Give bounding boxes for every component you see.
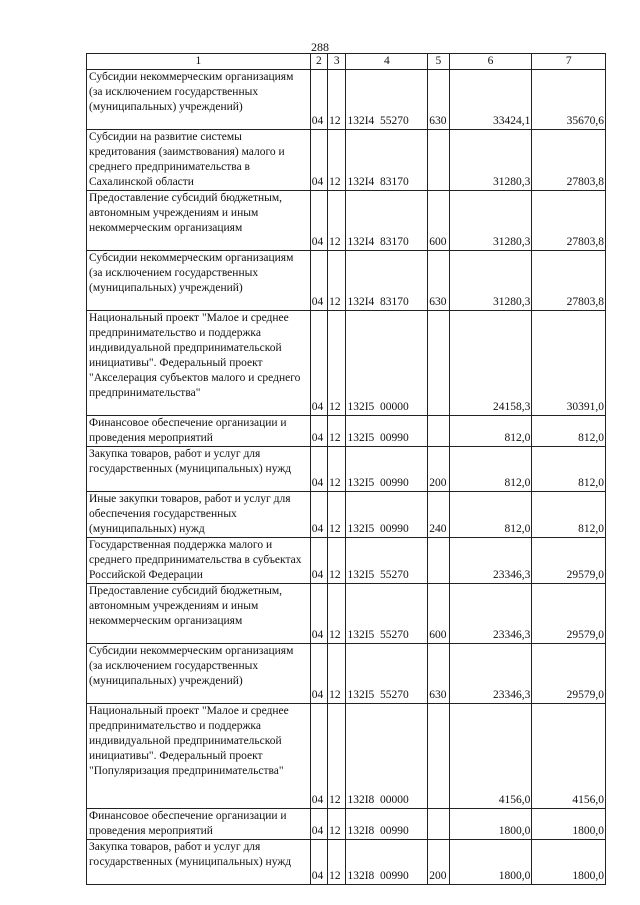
row-subsection-cell: 12 <box>328 492 346 538</box>
row-name-cell: Субсидии на развитие системы кредитования (заимствования) малого и среднего предпринимательства в Сахалинской области <box>87 130 311 191</box>
row-name-cell: Финансовое обеспечение организации и проведения мероприятий <box>87 416 311 447</box>
row-amount-col7-cell: 1800,0 <box>532 809 606 840</box>
row-expense-type-cell: 240 <box>428 492 449 538</box>
header-cell: 3 <box>328 54 346 70</box>
row-amount-col7-cell: 29579,0 <box>532 584 606 644</box>
table-row <box>87 492 606 538</box>
row-subsection-cell: 12 <box>328 191 346 251</box>
row-target-code-cell: 132I8 00990 <box>346 840 428 885</box>
row-expense-type-cell <box>428 538 449 584</box>
row-amount-col6-cell: 23346,3 <box>449 644 532 704</box>
table-row <box>87 704 606 809</box>
row-amount-col6-cell: 24158,3 <box>449 311 532 416</box>
row-amount-col6-cell: 812,0 <box>449 447 532 492</box>
row-amount-col7-cell: 812,0 <box>532 492 606 538</box>
row-amount-col6-cell: 31280,3 <box>449 191 532 251</box>
row-target-code-cell: 132I4 55270 <box>346 70 428 130</box>
row-amount-col6-cell: 23346,3 <box>449 538 532 584</box>
row-amount-col7-cell: 27803,8 <box>532 130 606 191</box>
row-amount-col7-cell: 35670,6 <box>532 70 606 130</box>
table-row <box>87 809 606 840</box>
row-amount-col6-cell: 812,0 <box>449 416 532 447</box>
row-amount-col7-cell: 30391,0 <box>532 311 606 416</box>
table-row <box>87 538 606 584</box>
row-section-cell: 04 <box>310 130 327 191</box>
row-expense-type-cell <box>428 704 449 809</box>
table-row <box>87 251 606 311</box>
row-expense-type-cell: 630 <box>428 251 449 311</box>
row-expense-type-cell <box>428 130 449 191</box>
header-cell: 7 <box>532 54 606 70</box>
row-expense-type-cell <box>428 311 449 416</box>
row-expense-type-cell <box>428 416 449 447</box>
row-subsection-cell: 12 <box>328 644 346 704</box>
row-amount-col7-cell: 29579,0 <box>532 538 606 584</box>
row-section-cell: 04 <box>310 538 327 584</box>
row-expense-type-cell: 200 <box>428 447 449 492</box>
row-subsection-cell: 12 <box>328 251 346 311</box>
header-cell: 4 <box>346 54 428 70</box>
row-amount-col7-cell: 1800,0 <box>532 840 606 885</box>
row-amount-col7-cell: 29579,0 <box>532 644 606 704</box>
row-section-cell: 04 <box>310 251 327 311</box>
row-amount-col7-cell: 812,0 <box>532 416 606 447</box>
row-subsection-cell: 12 <box>328 130 346 191</box>
row-name-cell: Закупка товаров, работ и услуг для государственных (муниципальных) нужд <box>87 840 311 885</box>
row-subsection-cell: 12 <box>328 70 346 130</box>
row-section-cell: 04 <box>310 447 327 492</box>
row-section-cell: 04 <box>310 644 327 704</box>
table-header-row <box>87 54 606 70</box>
row-amount-col6-cell: 23346,3 <box>449 584 532 644</box>
row-amount-col7-cell: 4156,0 <box>532 704 606 809</box>
row-amount-col6-cell: 812,0 <box>449 492 532 538</box>
row-amount-col6-cell: 33424,1 <box>449 70 532 130</box>
table-row <box>87 416 606 447</box>
row-amount-col6-cell: 4156,0 <box>449 704 532 809</box>
row-section-cell: 04 <box>310 311 327 416</box>
row-target-code-cell: 132I4 83170 <box>346 251 428 311</box>
row-subsection-cell: 12 <box>328 840 346 885</box>
row-section-cell: 04 <box>310 70 327 130</box>
row-name-cell: Иные закупки товаров, работ и услуг для обеспечения государственных (муниципальных) нужд <box>87 492 311 538</box>
budget-table <box>86 53 606 885</box>
table-row <box>87 584 606 644</box>
row-target-code-cell: 132I5 00000 <box>346 311 428 416</box>
row-section-cell: 04 <box>310 840 327 885</box>
row-target-code-cell: 132I5 55270 <box>346 644 428 704</box>
row-name-cell: Предоставление субсидий бюджетным, автономным учреждениям и иным некоммерческим организациям <box>87 584 311 644</box>
row-name-cell: Субсидии некоммерческим организациям (за исключением государственных (муниципальных) учреждений) <box>87 251 311 311</box>
row-subsection-cell: 12 <box>328 704 346 809</box>
row-section-cell: 04 <box>310 492 327 538</box>
row-amount-col6-cell: 1800,0 <box>449 840 532 885</box>
row-name-cell: Субсидии некоммерческим организациям (за исключением государственных (муниципальных) учреждений) <box>87 70 311 130</box>
row-expense-type-cell: 630 <box>428 70 449 130</box>
row-section-cell: 04 <box>310 704 327 809</box>
page-number: 288 <box>311 40 329 54</box>
row-subsection-cell: 12 <box>328 538 346 584</box>
row-target-code-cell: 132I4 83170 <box>346 130 428 191</box>
row-name-cell: Финансовое обеспечение организации и проведения мероприятий <box>87 809 311 840</box>
row-section-cell: 04 <box>310 416 327 447</box>
row-expense-type-cell: 600 <box>428 191 449 251</box>
row-amount-col7-cell: 27803,8 <box>532 251 606 311</box>
row-amount-col7-cell: 27803,8 <box>532 191 606 251</box>
row-amount-col7-cell: 812,0 <box>532 447 606 492</box>
row-expense-type-cell: 600 <box>428 584 449 644</box>
table-row <box>87 447 606 492</box>
table-row <box>87 70 606 130</box>
row-subsection-cell: 12 <box>328 584 346 644</box>
row-name-cell: Предоставление субсидий бюджетным, автономным учреждениям и иным некоммерческим организациям <box>87 191 311 251</box>
row-expense-type-cell: 200 <box>428 840 449 885</box>
row-target-code-cell: 132I5 55270 <box>346 538 428 584</box>
row-target-code-cell: 132I8 00000 <box>346 704 428 809</box>
row-section-cell: 04 <box>310 191 327 251</box>
header-cell: 1 <box>87 54 311 70</box>
table-row <box>87 840 606 885</box>
row-target-code-cell: 132I8 00990 <box>346 809 428 840</box>
table-row <box>87 130 606 191</box>
row-name-cell: Национальный проект "Малое и среднее предпринимательство и поддержка индивидуальной предпринимательской инициативы". Федеральный проект "Популяризация предпринимательства" <box>87 704 311 809</box>
table-row <box>87 311 606 416</box>
row-expense-type-cell <box>428 809 449 840</box>
row-section-cell: 04 <box>310 584 327 644</box>
header-cell: 5 <box>428 54 449 70</box>
row-name-cell: Субсидии некоммерческим организациям (за исключением государственных (муниципальных) учреждений) <box>87 644 311 704</box>
row-target-code-cell: 132I4 83170 <box>346 191 428 251</box>
row-subsection-cell: 12 <box>328 447 346 492</box>
table-row <box>87 191 606 251</box>
row-section-cell: 04 <box>310 809 327 840</box>
row-name-cell: Национальный проект "Малое и среднее предпринимательство и поддержка индивидуальной предпринимательской инициативы". Федеральный проект "Акселерация субъектов малого и среднего предпринимательства" <box>87 311 311 416</box>
table-row <box>87 644 606 704</box>
row-target-code-cell: 132I5 55270 <box>346 584 428 644</box>
row-name-cell: Государственная поддержка малого и среднего предпринимательства в субъектах Российской Федерации <box>87 538 311 584</box>
row-subsection-cell: 12 <box>328 416 346 447</box>
row-expense-type-cell: 630 <box>428 644 449 704</box>
row-target-code-cell: 132I5 00990 <box>346 492 428 538</box>
row-name-cell: Закупка товаров, работ и услуг для государственных (муниципальных) нужд <box>87 447 311 492</box>
row-amount-col6-cell: 31280,3 <box>449 130 532 191</box>
row-amount-col6-cell: 31280,3 <box>449 251 532 311</box>
row-subsection-cell: 12 <box>328 311 346 416</box>
header-cell: 2 <box>310 54 327 70</box>
row-target-code-cell: 132I5 00990 <box>346 416 428 447</box>
row-target-code-cell: 132I5 00990 <box>346 447 428 492</box>
header-cell: 6 <box>449 54 532 70</box>
row-subsection-cell: 12 <box>328 809 346 840</box>
row-amount-col6-cell: 1800,0 <box>449 809 532 840</box>
